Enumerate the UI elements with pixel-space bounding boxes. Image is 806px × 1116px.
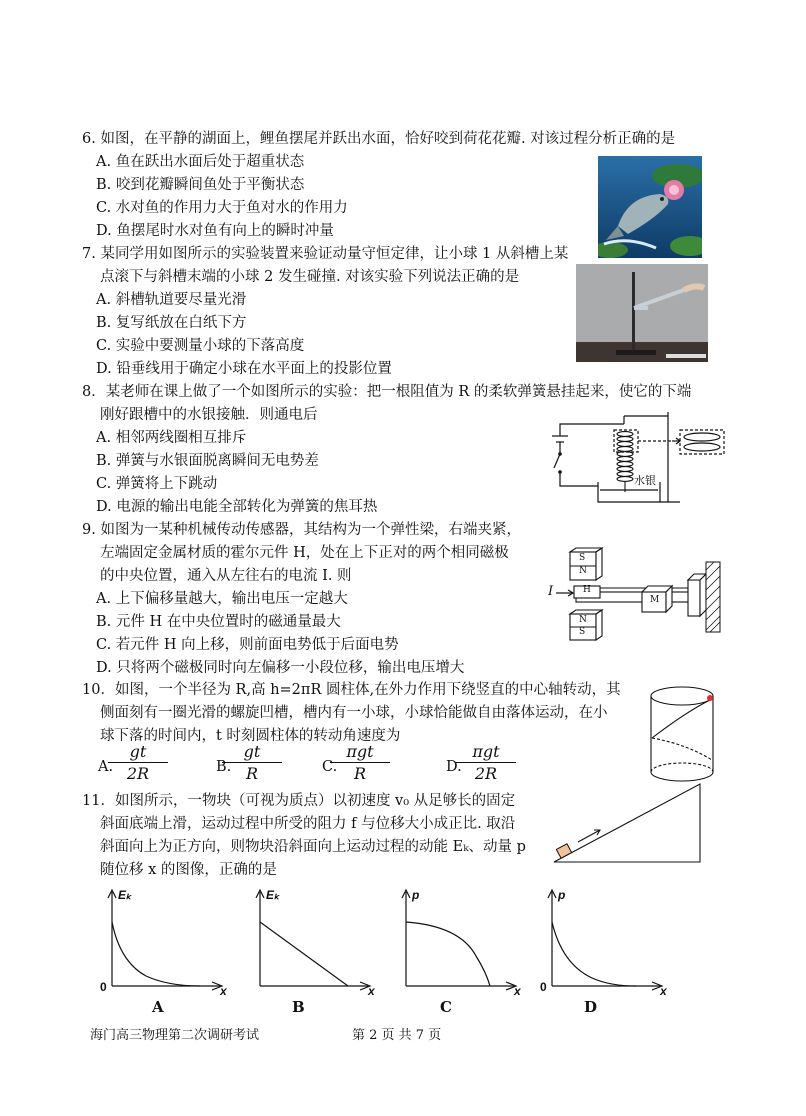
q11-graph-c-ylabel: p bbox=[412, 888, 420, 902]
q11-graph-a-letter: A bbox=[152, 998, 164, 1016]
q10-option-c-denominator: R bbox=[353, 764, 367, 783]
q9-option-d: D. 只将两个磁极同时向左偏移一小段位移，输出电压增大 bbox=[96, 660, 465, 676]
q11-graph-b-ylabel: Eₖ bbox=[266, 888, 280, 902]
q10-option-d-numerator: πgt bbox=[456, 742, 516, 763]
q7-option-d: D. 铅垂线用于确定小球在水平面上的投影位置 bbox=[96, 361, 392, 377]
q11-graph-d-origin: 0 bbox=[540, 980, 547, 994]
q10-option-a-fraction bbox=[108, 742, 168, 783]
q10-option-c-fraction bbox=[330, 742, 390, 783]
q9-label-s-bottom: S bbox=[579, 627, 586, 637]
q6-option-b: B. 咬到花瓣瞬间鱼处于平衡状态 bbox=[96, 177, 305, 193]
q11-graph-d-xlabel: x bbox=[660, 984, 667, 998]
q8-spring-circuit-diagram bbox=[540, 406, 736, 514]
footer-exam-title: 海门高三物理第二次调研考试 bbox=[90, 1028, 260, 1043]
q9-option-b: B. 元件 H 在中央位置时的磁通量最大 bbox=[96, 614, 341, 630]
q9-option-c: C. 若元件 H 向上移，则前面电势低于后面电势 bbox=[96, 637, 399, 653]
q11-graph-c-letter: C bbox=[440, 998, 452, 1016]
q7-option-b: B. 复写纸放在白纸下方 bbox=[96, 315, 247, 331]
q7-option-c: C. 实验中要测量小球的下落高度 bbox=[96, 338, 305, 354]
q11-stem-line4: 随位移 x 的图像，正确的是 bbox=[100, 862, 277, 878]
q9-label-h: H bbox=[583, 585, 591, 595]
q10-option-a-numerator: gt bbox=[108, 742, 168, 763]
q9-stem-line2: 左端固定金属材质的霍尔元件 H，处在上下正对的两个相同磁极 bbox=[100, 545, 509, 561]
q9-stem-line1: 9. 如图为一某种机械传动传感器，其结构为一个弹性梁，右端夹紧， bbox=[82, 522, 521, 538]
q6-stem: 6. 如图，在平静的湖面上，鲤鱼摆尾并跃出水面，恰好咬到荷花花瓣. 对该过程分析正确的是 bbox=[82, 131, 676, 147]
q7-stem-line1: 7. 某同学用如图所示的实验装置来验证动量守恒定律，让小球 1 从斜槽上某 bbox=[82, 246, 569, 262]
q11-graph-b-letter: B bbox=[292, 998, 305, 1016]
q10-option-d-label: D. bbox=[446, 759, 462, 775]
q8-option-b: B. 弹簧与水银面脱离瞬间无电势差 bbox=[96, 453, 319, 469]
q11-stem-line2: 斜面底端上滑，运动过程中所受的阻力 f 与位移大小成正比. 取沿 bbox=[100, 816, 516, 832]
q10-option-b-fraction bbox=[222, 742, 282, 783]
q7-apparatus-photo bbox=[576, 264, 708, 362]
q11-graph-b bbox=[244, 886, 380, 1016]
q11-stem-line3: 斜面向上为正方向，则物块沿斜面向上运动过程的动能 Eₖ、动量 p bbox=[100, 839, 526, 855]
q9-stem-line3: 的中央位置，通入从左往右的电流 I. 则 bbox=[100, 568, 352, 584]
q11-graph-c bbox=[390, 886, 526, 1016]
q10-option-d-denominator: 2R bbox=[474, 764, 498, 783]
q10-option-a-denominator: 2R bbox=[126, 764, 150, 783]
q10-option-b-numerator: gt bbox=[222, 742, 282, 763]
q6-option-c: C. 水对鱼的作用力大于鱼对水的作用力 bbox=[96, 200, 348, 216]
q11-graph-a-xlabel: x bbox=[220, 984, 227, 998]
q11-graph-d bbox=[536, 886, 672, 1016]
q10-option-b-denominator: R bbox=[245, 764, 259, 783]
q8-stem-line1: 8．某老师在课上做了一个如图所示的实验：把一根阻值为 R 的柔软弹簧悬挂起来，使它的下端 bbox=[82, 384, 692, 400]
q10-option-c-label: C. bbox=[322, 759, 338, 775]
q11-incline-diagram bbox=[548, 778, 708, 872]
q11-graph-b-xlabel: x bbox=[368, 984, 375, 998]
q6-fish-photo bbox=[598, 156, 702, 258]
q11-graph-c-xlabel: x bbox=[514, 984, 521, 998]
q10-option-a-label: A. bbox=[98, 759, 114, 775]
q6-option-d: D. 鱼摆尾时水对鱼有向上的瞬时冲量 bbox=[96, 223, 334, 239]
q9-label-current: I bbox=[548, 584, 554, 599]
footer-page-number: 第 2 页 共 7 页 bbox=[352, 1028, 442, 1043]
q10-stem-line1: 10．如图，一个半径为 R,高 h=2πR 圆柱体,在外力作用下绕竖直的中心轴转动，其 bbox=[82, 682, 621, 698]
q7-option-a: A. 斜槽轨道要尽量光滑 bbox=[96, 292, 247, 308]
q10-option-c-numerator: πgt bbox=[330, 742, 390, 763]
q8-option-a: A. 相邻两线圈相互排斥 bbox=[96, 430, 247, 446]
q9-label-n-bottom: N bbox=[579, 615, 587, 625]
q10-cylinder-diagram bbox=[646, 682, 718, 786]
q10-option-d-fraction bbox=[456, 742, 516, 783]
q9-hall-sensor-diagram bbox=[546, 546, 732, 658]
q9-label-n-top: N bbox=[579, 566, 587, 576]
q11-graph-a bbox=[96, 886, 232, 1016]
q11-graph-d-ylabel: p bbox=[558, 888, 566, 902]
q6-option-a: A. 鱼在跃出水面后处于超重状态 bbox=[96, 154, 305, 170]
q9-option-a: A. 上下偏移量越大，输出电压一定越大 bbox=[96, 591, 348, 607]
q10-option-b-label: B. bbox=[216, 759, 232, 775]
q11-graph-d-letter: D bbox=[584, 998, 598, 1016]
q8-stem-line2: 刚好跟槽中的水银接触．则通电后 bbox=[100, 407, 318, 423]
q9-label-m: M bbox=[650, 595, 660, 605]
q7-stem-line2: 点滚下与斜槽末端的小球 2 发生碰撞. 对该实验下列说法正确的是 bbox=[100, 269, 520, 285]
q11-stem-line1: 11．如图所示，一物块（可视为质点）以初速度 v₀ 从足够长的固定 bbox=[82, 793, 516, 809]
q8-option-c: C. 弹簧将上下跳动 bbox=[96, 476, 218, 492]
q11-graph-a-ylabel: Eₖ bbox=[118, 888, 132, 902]
q10-stem-line3: 球下落的时间内，t 时刻圆柱体的转动角速度为 bbox=[100, 728, 401, 744]
q8-option-d: D. 电源的输出电能全部转化为弹簧的焦耳热 bbox=[96, 499, 378, 515]
q9-label-s-top: S bbox=[579, 553, 586, 563]
q8-mercury-label: 水银 bbox=[634, 474, 656, 487]
q11-graph-a-origin: 0 bbox=[100, 980, 107, 994]
q10-stem-line2: 侧面刻有一圈光滑的螺旋凹槽，槽内有一小球，小球恰能做自由落体运动，在小 bbox=[100, 705, 608, 721]
